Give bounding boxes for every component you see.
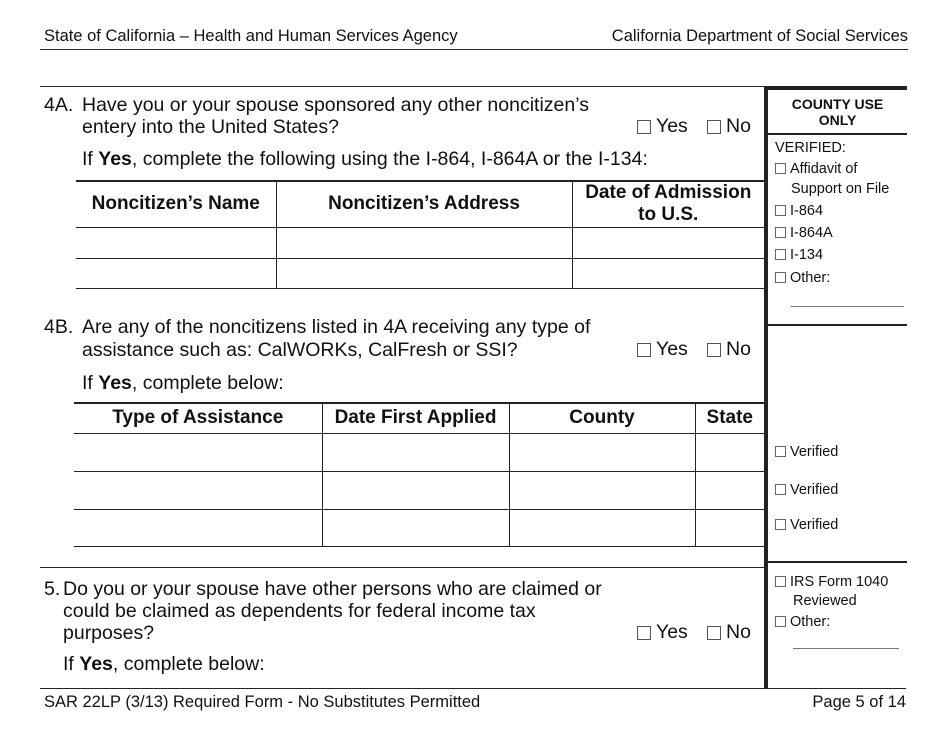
q4b-no-label: No — [726, 338, 751, 360]
affidavit-label-line2: Support on File — [791, 181, 890, 197]
affidavit-option[interactable] — [775, 161, 857, 177]
county-cell[interactable] — [509, 509, 695, 546]
q4a-no-label: No — [726, 115, 751, 137]
county-cell[interactable] — [509, 471, 695, 509]
affidavit-label-line1: Affidavit of — [790, 161, 858, 177]
q4b-question-line2: assistance such as: CalWORKs, CalFresh or SSI? — [82, 339, 518, 361]
i864a-option[interactable] — [775, 225, 833, 241]
i864-option[interactable] — [775, 203, 823, 219]
county-section-divider-1 — [768, 324, 907, 326]
noncitizen-name-cell[interactable] — [76, 227, 276, 258]
col-county: County — [509, 403, 695, 433]
i864-label: I-864 — [790, 203, 824, 219]
verified-checkbox-1[interactable] — [775, 446, 786, 457]
q4b-no-checkbox[interactable] — [707, 343, 721, 357]
other-label: Other: — [790, 270, 831, 286]
verified-checkbox-3[interactable] — [775, 519, 786, 530]
col-state: State — [695, 403, 764, 433]
table-row — [74, 471, 764, 509]
q4b-if-prefix: If — [82, 372, 99, 394]
other2-label: Other: — [790, 614, 831, 630]
irs-label-line2: Reviewed — [793, 593, 857, 609]
verified-label-1: Verified — [790, 444, 839, 460]
affidavit-checkbox[interactable] — [775, 163, 786, 174]
assistance-table — [74, 402, 764, 547]
q5-no-option[interactable] — [707, 621, 751, 644]
q4a-question-line1: Have you or your spouse sponsored any other noncitizen’s — [82, 94, 589, 116]
q5-if-rest: , complete below: — [112, 653, 265, 675]
state-cell[interactable] — [695, 509, 764, 546]
bottom-rule — [40, 688, 906, 689]
other2-option[interactable] — [775, 614, 830, 630]
i864a-label: I-864A — [790, 225, 833, 241]
q4b-yes-label: Yes — [656, 338, 688, 360]
county-cell[interactable] — [509, 433, 695, 471]
date-admission-cell[interactable] — [572, 258, 764, 288]
q5-if-yes: Yes — [79, 653, 113, 675]
q4b-if-rest: , complete below: — [131, 372, 284, 394]
verified-option-2[interactable] — [775, 482, 838, 498]
q4b-question-line1: Are any of the noncitizens listed in 4A receiving any type of — [82, 316, 591, 338]
col-noncitizen-name: Noncitizen’s Name — [76, 181, 276, 227]
verified-heading: VERIFIED: — [775, 140, 846, 156]
county-title-divider — [768, 133, 907, 135]
county-use-title-line1: COUNTY USE — [791, 96, 884, 112]
date-admission-cell[interactable] — [572, 227, 764, 258]
col-date-first-applied: Date First Applied — [322, 403, 509, 433]
i134-label: I-134 — [790, 247, 824, 263]
q4b-if-yes: Yes — [98, 372, 132, 394]
q5-no-checkbox[interactable] — [707, 626, 721, 640]
q4a-instruction — [82, 148, 648, 171]
q5-no-label: No — [726, 621, 751, 643]
noncitizen-address-cell[interactable] — [276, 258, 572, 288]
table-row — [74, 509, 764, 546]
department-name: California Department of Social Services — [611, 27, 908, 45]
q4a-no-checkbox[interactable] — [707, 120, 721, 134]
county-section-divider-2 — [768, 561, 907, 563]
q4a-if-rest: , complete the following using the I-864, I-864A or the I-134: — [131, 148, 648, 170]
q5-question-line3: purposes? — [63, 622, 155, 644]
col-type-assistance: Type of Assistance — [74, 403, 322, 433]
noncitizen-name-cell[interactable] — [76, 258, 276, 288]
q4b-instruction — [82, 372, 284, 395]
table-row — [76, 227, 764, 258]
q4a-no-option[interactable] — [707, 115, 751, 138]
state-cell[interactable] — [695, 433, 764, 471]
q5-yes-checkbox[interactable] — [637, 626, 651, 640]
q5-instruction — [63, 653, 265, 676]
assistance-table-header — [74, 403, 764, 433]
q4a-if-yes: Yes — [98, 148, 132, 170]
date-first-applied-cell[interactable] — [322, 471, 509, 509]
other-write-in-line[interactable] — [791, 306, 904, 307]
verified-option-3[interactable] — [775, 517, 838, 533]
irs-label-line1: IRS Form 1040 — [790, 574, 889, 590]
noncitizen-table-header — [76, 181, 764, 227]
form-id: SAR 22LP (3/13) Required Form - No Substitutes Permitted — [44, 693, 481, 711]
section-5-divider — [40, 567, 764, 568]
noncitizen-table — [76, 180, 764, 289]
q5-question-line2: could be claimed as dependents for federal income tax — [63, 600, 536, 622]
county-column-top-border — [764, 86, 907, 90]
q4a-number: 4A. — [44, 94, 74, 116]
col-noncitizen-address: Noncitizen’s Address — [276, 181, 572, 227]
q5-question-line1: Do you or your spouse have other persons who are claimed or — [63, 578, 602, 600]
other-checkbox[interactable] — [775, 272, 786, 283]
col-date-admission — [572, 181, 764, 227]
i864a-checkbox[interactable] — [775, 227, 786, 238]
q4a-yes-checkbox[interactable] — [637, 120, 651, 134]
q4b-number: 4B. — [44, 316, 74, 338]
q4a-yes-option[interactable] — [637, 115, 688, 138]
q4b-yes-checkbox[interactable] — [637, 343, 651, 357]
county-column-left-border — [764, 86, 768, 689]
other2-checkbox[interactable] — [775, 616, 786, 627]
col-date-admission-line2: to U.S. — [638, 204, 699, 226]
date-first-applied-cell[interactable] — [322, 433, 509, 471]
date-first-applied-cell[interactable] — [322, 509, 509, 546]
q4a-question-line2: entery into the United States? — [82, 116, 339, 138]
state-cell[interactable] — [695, 471, 764, 509]
type-assistance-cell[interactable] — [74, 471, 322, 509]
county-use-title-line2: ONLY — [818, 112, 857, 128]
i864-checkbox[interactable] — [775, 205, 786, 216]
q4b-no-option[interactable] — [707, 338, 751, 361]
i134-option[interactable] — [775, 247, 823, 263]
q4a-yes-label: Yes — [656, 115, 688, 137]
table-row — [76, 258, 764, 288]
irs-checkbox[interactable] — [775, 576, 786, 587]
verified-option-1[interactable] — [775, 444, 838, 460]
q4a-if-prefix: If — [82, 148, 99, 170]
verified-checkbox-2[interactable] — [775, 484, 786, 495]
verified-label-3: Verified — [790, 517, 839, 533]
other-option[interactable] — [775, 270, 830, 286]
noncitizen-address-cell[interactable] — [276, 227, 572, 258]
q5-yes-option[interactable] — [637, 621, 688, 644]
county-use-title — [768, 96, 907, 128]
type-assistance-cell[interactable] — [74, 509, 322, 546]
q5-yes-label: Yes — [656, 621, 688, 643]
page-number: Page 5 of 14 — [812, 693, 906, 711]
i134-checkbox[interactable] — [775, 249, 786, 260]
q5-if-prefix: If — [63, 653, 80, 675]
irs-option[interactable] — [775, 574, 888, 590]
q5-number: 5. — [44, 578, 61, 600]
agency-name: State of California – Health and Human Services Agency — [44, 27, 458, 45]
type-assistance-cell[interactable] — [74, 433, 322, 471]
header-divider — [40, 49, 908, 50]
table-row — [74, 433, 764, 471]
verified-label-2: Verified — [790, 482, 839, 498]
other2-write-in-line[interactable] — [793, 648, 899, 649]
q4b-yes-option[interactable] — [637, 338, 688, 361]
col-date-admission-line1: Date of Admission — [585, 182, 752, 204]
